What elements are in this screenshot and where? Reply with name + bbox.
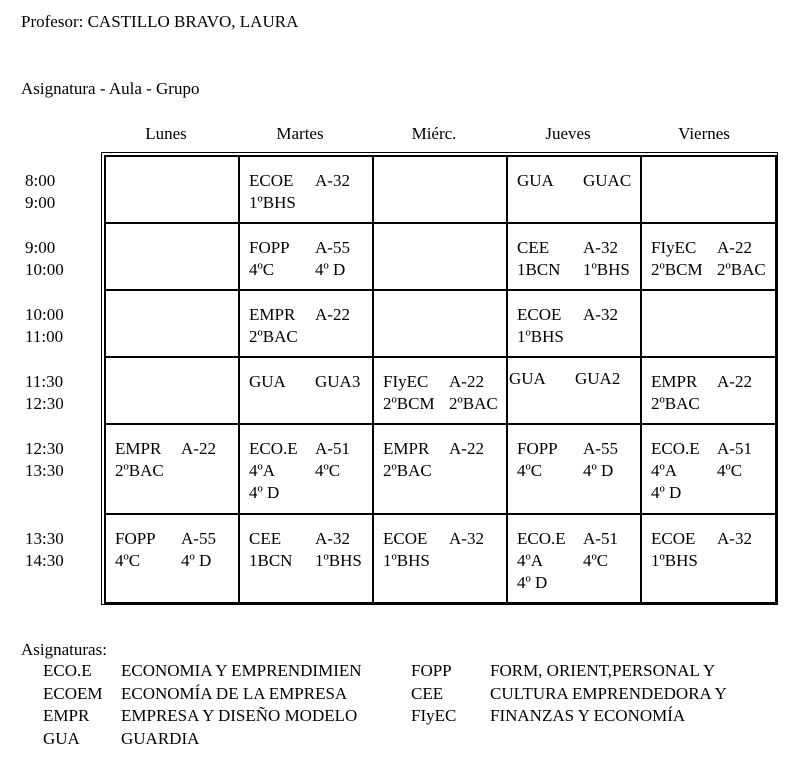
schedule-cell [105,290,239,357]
cell-detail: 4ºC [583,551,609,570]
cell-subject: ECOE [517,305,562,324]
cell-line [383,393,506,415]
cell-detail: A-32 [717,529,752,548]
cell-line [517,550,640,572]
cell-line [651,371,775,393]
cell-line [249,237,372,259]
time-slot: 13:30 14:30 [25,529,64,570]
cell-subject: 1ºBHS [383,551,430,570]
cell-subject: GUA [517,171,554,190]
cell-line [249,528,372,550]
cell-line [383,460,506,482]
cell-line [517,304,640,326]
schedule-cell [641,357,776,424]
cell-subject: 1BCN [249,551,293,570]
legend-code: FIyEC [411,706,457,726]
cell-line [517,438,640,460]
legend-code: EMPR [43,706,90,726]
cell-subject: EMPR [383,439,430,458]
day-header-miercoles: Miérc. [411,124,457,143]
cell-subject: 4º D [517,573,548,592]
cell-detail: A-32 [315,171,350,190]
cell-line [249,259,372,281]
cell-subject: 2ºBAC [651,394,700,413]
cell-detail: 4º D [583,461,614,480]
schedule-cell [373,223,507,290]
cell-line [651,550,775,572]
cell-detail: A-55 [181,529,216,548]
legend-name: GUARDIA [121,728,200,748]
cell-line [517,460,640,482]
cell-detail: A-55 [583,439,618,458]
cell-subject: 1ºBHS [651,551,698,570]
schedule-cell [239,357,373,424]
cell-subject: FIyEC [651,238,697,257]
cell-line [249,482,372,504]
cell-subject: 4º D [249,483,280,502]
cell-subject: 4ºC [249,260,275,279]
cell-line [249,304,372,326]
schedule-cell [507,514,641,603]
legend-names-left [121,660,362,750]
schedule-cell [641,424,776,514]
schedule-cell [373,357,507,424]
schedule-subtitle: Asignatura - Aula - Grupo [21,79,200,98]
cell-line [651,460,775,482]
cell-detail: GUA3 [315,372,361,391]
cell-subject: ECOE [249,171,294,190]
legend-name: FORM, ORIENT,PERSONAL Y [490,661,716,680]
cell-subject: 4º D [651,483,682,502]
cell-detail: A-51 [717,439,752,458]
legend-code: CEE [411,683,444,703]
cell-detail: 2ºBAC [717,260,766,279]
cell-detail: A-22 [449,439,484,458]
cell-detail: A-51 [315,439,350,458]
cell-subject: 2ºBCM [651,260,703,279]
schedule-row [105,156,776,223]
schedule-row [105,290,776,357]
day-header-viernes: Viernes [678,124,730,143]
cell-subject: 2ºBAC [383,461,432,480]
cell-line [383,438,506,460]
schedule-cell [105,156,239,223]
cell-detail: A-32 [449,529,484,548]
schedule-cell [105,514,239,603]
schedule-cell [373,290,507,357]
legend-title: Asignaturas: [21,640,107,659]
day-header-martes: Martes [276,124,324,143]
cell-detail: A-22 [717,372,752,391]
cell-detail: A-22 [315,305,350,324]
schedule-cell [239,156,373,223]
cell-subject: CEE [249,529,282,548]
legend-code: ECO.E [43,661,92,680]
cell-detail: A-32 [583,238,618,257]
cell-detail: 4º D [181,551,212,570]
cell-line [249,170,372,192]
cell-subject: 1BCN [517,260,561,279]
legend-name: ECONOMIA Y EMPRENDIMIEN [121,661,362,680]
schedule-cell [507,357,641,424]
time-slot: 8:00 9:00 [25,171,56,212]
schedule-row [105,357,776,424]
legend-code: ECOEM [43,683,103,703]
cell-line [115,460,238,482]
legend-codes-right [411,660,456,728]
cell-subject: 1ºBHS [517,327,564,346]
cell-line [249,438,372,460]
cell-line [115,550,238,572]
cell-line [383,528,506,550]
professor-name: Profesor: CASTILLO BRAVO, LAURA [21,12,299,31]
cell-line [509,368,640,390]
legend-code: GUA [43,728,80,748]
cell-detail: A-22 [449,372,484,391]
schedule-cell [507,424,641,514]
cell-line [651,438,775,460]
cell-detail: 2ºBAC [449,394,498,413]
cell-subject: ECO.E [249,439,298,458]
time-slot: 12:30 13:30 [25,439,64,480]
cell-line [249,326,372,348]
cell-line [115,528,238,550]
schedule-cell [239,514,373,603]
cell-detail: A-32 [315,529,350,548]
cell-subject: 2ºBAC [249,327,298,346]
day-header-jueves: Jueves [545,124,591,143]
legend-codes-left [43,660,103,750]
cell-subject: 4ºC [517,461,543,480]
cell-detail: A-22 [181,439,216,458]
cell-line [651,482,775,504]
cell-subject: ECOE [383,529,428,548]
cell-detail: GUA2 [575,369,621,388]
schedule-row [105,514,776,603]
cell-subject: 1ºBHS [249,193,296,212]
cell-subject: CEE [517,238,550,257]
cell-line [517,326,640,348]
cell-line [517,572,640,594]
schedule-cell [105,424,239,514]
cell-line [383,371,506,393]
cell-subject: FOPP [249,238,290,257]
cell-detail: 1ºBHS [315,551,362,570]
cell-subject: GUA [249,372,286,391]
cell-subject: EMPR [651,372,698,391]
schedule-cell [105,223,239,290]
cell-line [651,528,775,550]
legend-names-right [490,660,727,728]
cell-detail: 4ºC [717,461,743,480]
cell-subject: EMPR [249,305,296,324]
cell-line [383,550,506,572]
cell-subject: 2ºBAC [115,461,164,480]
cell-subject: GUA [509,369,546,388]
cell-detail: A-55 [315,238,350,257]
legend-name: CULTURA EMPRENDEDORA Y [490,683,727,703]
time-slot: 10:00 11:00 [25,305,64,346]
cell-subject: EMPR [115,439,162,458]
schedule-cell [641,514,776,603]
schedule-cell [641,156,776,223]
cell-subject: ECO.E [517,529,566,548]
cell-subject: 4ºA [517,551,544,570]
schedule-row [105,424,776,514]
cell-subject: FOPP [115,529,156,548]
schedule-cell [641,290,776,357]
schedule-cell [239,223,373,290]
schedule-grid [104,155,777,604]
schedule-cell [239,290,373,357]
cell-subject: 2ºBCM [383,394,435,413]
legend-name: FINANZAS Y ECONOMÍA [490,706,686,726]
schedule-cell [507,156,641,223]
cell-subject: 4ºA [249,461,276,480]
cell-line [517,170,640,192]
legend-name: ECONOMÍA DE LA EMPRESA [121,683,348,703]
cell-line [517,259,640,281]
schedule-cell [507,223,641,290]
schedule-row [105,223,776,290]
cell-line [249,192,372,214]
cell-detail: 4ºC [315,461,341,480]
schedule-cell [239,424,373,514]
cell-line [249,550,372,572]
time-slot: 11:30 12:30 [25,372,64,413]
cell-line [651,393,775,415]
schedule-cell [507,290,641,357]
schedule-cell [373,424,507,514]
legend-code: FOPP [411,661,452,680]
cell-subject: ECOE [651,529,696,548]
cell-detail: GUAC [583,171,632,190]
cell-subject: 4ºC [115,551,141,570]
cell-line [115,438,238,460]
cell-detail: A-22 [717,238,752,257]
time-slot: 9:00 10:00 [25,238,64,279]
cell-line [517,528,640,550]
cell-subject: ECO.E [651,439,700,458]
schedule-cell [105,357,239,424]
legend-name: EMPRESA Y DISEÑO MODELO [121,706,358,726]
cell-line [517,237,640,259]
schedule-cell [641,223,776,290]
cell-subject: FIyEC [383,372,429,391]
cell-subject: FOPP [517,439,558,458]
cell-detail: 4º D [315,260,346,279]
cell-detail: A-32 [583,305,618,324]
cell-detail: A-51 [583,529,618,548]
day-header-lunes: Lunes [145,124,187,143]
cell-line [249,371,372,393]
cell-subject: 4ºA [651,461,678,480]
schedule-cell [373,156,507,223]
cell-detail: 1ºBHS [583,260,630,279]
cell-line [651,259,775,281]
cell-line [249,460,372,482]
schedule-cell [373,514,507,603]
cell-line [651,237,775,259]
